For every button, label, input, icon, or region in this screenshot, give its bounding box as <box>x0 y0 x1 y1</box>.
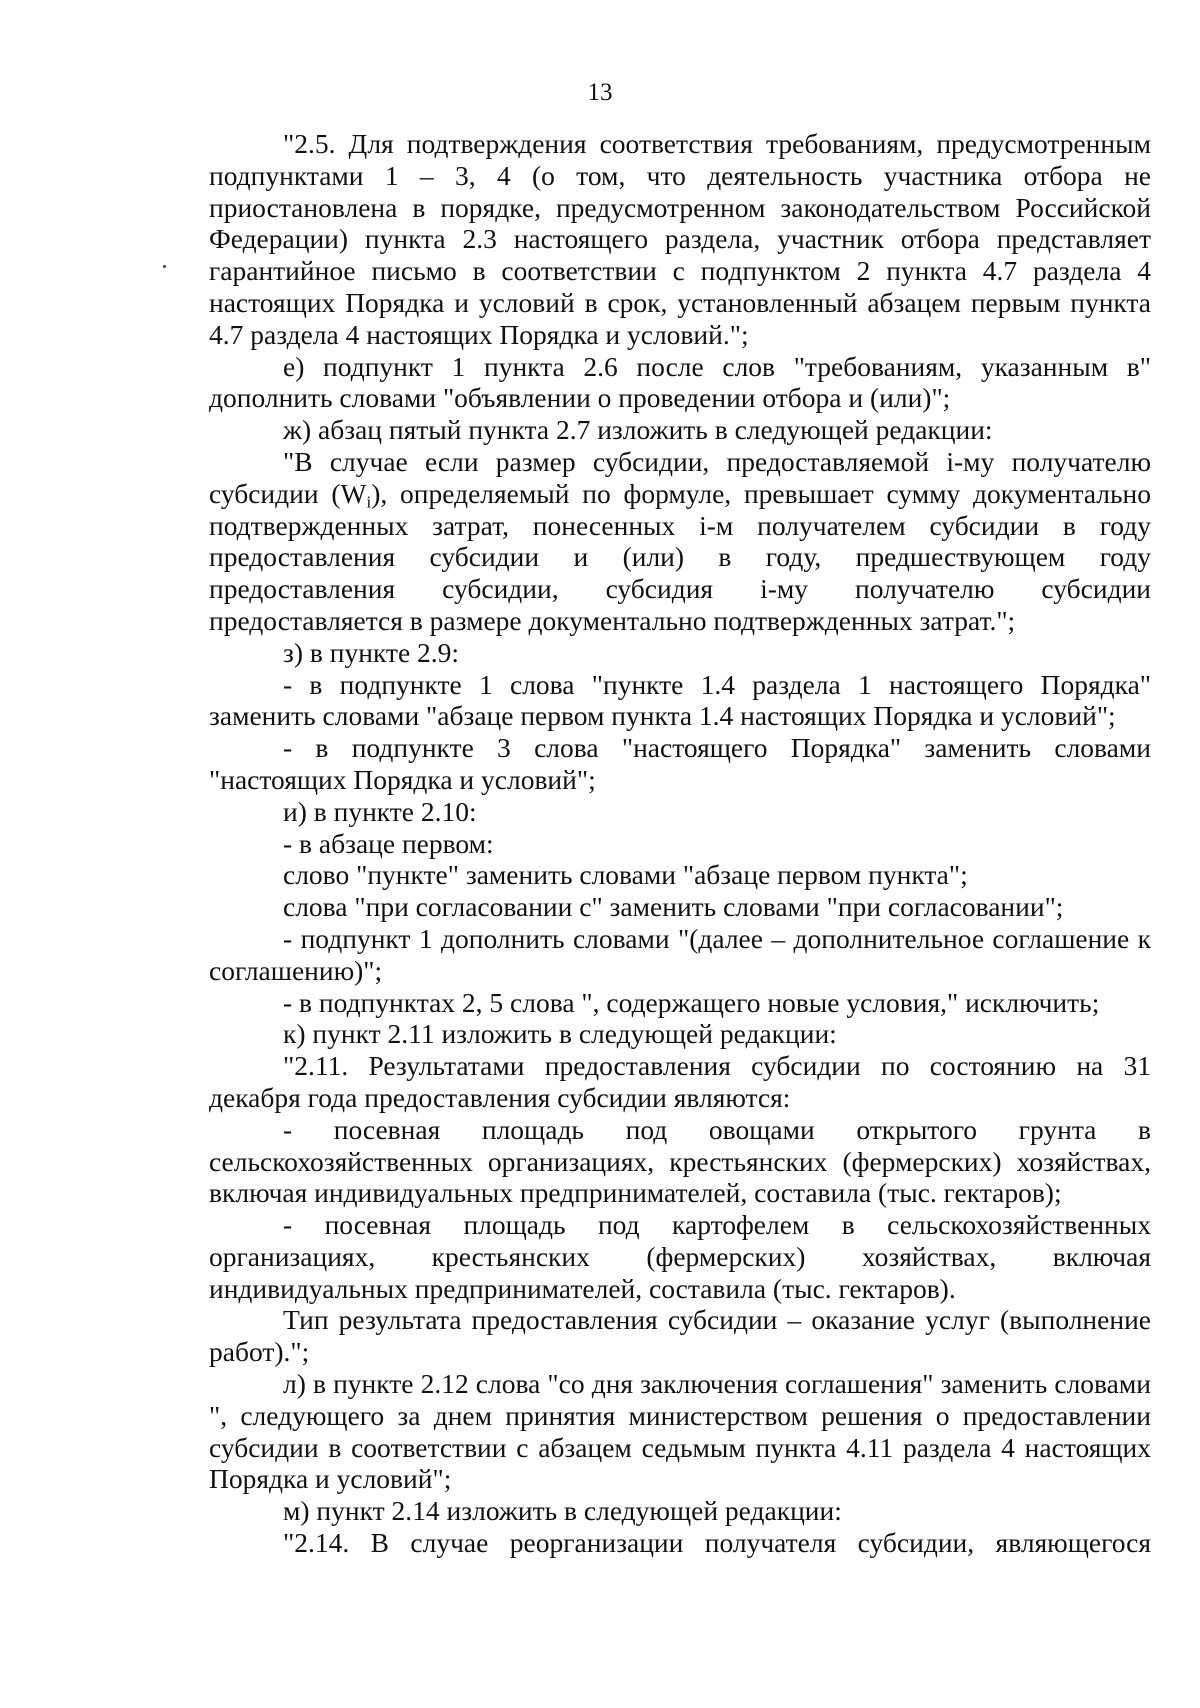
list-item-subpoints-2-5: - в подпунктах 2, 5 слова ", содержащего новые условия," исключить; <box>283 986 1100 1018</box>
paragraph-l: л) в пункте 2.12 слова "со дня заключения соглашения" заменить словами ", следующего за днем принятия министерством решения о предоставлении субсидии в соответствии с абзацем седьмым пункта 4.11 раздела 4 настоящих Порядка и условий"; <box>209 1368 1151 1495</box>
list-item-first-paragraph: - в абзаце первом: <box>283 827 494 859</box>
subscript-i: i <box>366 492 372 512</box>
list-item-potatoes: - посевная площадь под картофелем в сельскохозяйственных организациях, крестьянских (фермерских) хозяйствах, включая индивидуальных предпринимателей, составила (тыс. гектаров). <box>209 1209 1151 1304</box>
paragraph-2-7-text-before: "В случае если размер субсидии, предоставляемой i-му получателю субсидии (W <box>209 445 1151 509</box>
paragraph-k: к) пункт 2.11 изложить в следующей редакции: <box>283 1018 837 1050</box>
paragraph-2-7-text-after: ), определяемый по формуле, превышает сумму документально подтвержденных затрат, понесенных i-м получателем субсидии в году предоставления субсидии и (или) в году, предшествующем году предоставления субсидии, субсидия i-му получателю субсидии предоставляется в размере документально подтвержденных затрат."; <box>209 477 1151 636</box>
paragraph-zh: ж) абзац пятый пункта 2.7 изложить в следующей редакции: <box>283 414 993 446</box>
paragraph-m: м) пункт 2.14 изложить в следующей редакции: <box>283 1495 842 1527</box>
scan-speck <box>163 265 166 268</box>
list-item-vegetables: - посевная площадь под овощами открытого грунта в сельскохозяйственных организациях, крестьянских (фермерских) хозяйствах, включая индивидуальных предпринимателей, составила (тыс. гектаров); <box>209 1113 1151 1209</box>
paragraph-2-14-quote: "2.14. В случае реорганизации получателя субсидии, являющегося <box>283 1527 1151 1559</box>
paragraph-i: и) в пункте 2.10: <box>283 795 477 827</box>
paragraph-word-replace: слово "пункте" заменить словами "абзаце первом пункта"; <box>283 859 968 891</box>
list-item-subpoint-1-supplement: - подпункт 1 дополнить словами "(далее – дополнительное соглашение к соглашению)"; <box>209 922 1151 986</box>
document-body <box>209 128 1151 1559</box>
page-number: 13 <box>587 79 613 106</box>
paragraph-2-5: "2.5. Для подтверждения соответствия требованиям, предусмотренным подпунктами 1 – 3, 4 (о том, что деятельность участника отбора не приостановлена в порядке, предусмотренном законодательством Российской Федерации) пункта 2.3 настоящего раздела, участник отбора представляет гарантийное письмо в соответствии с подпунктом 2 пункта 4.7 раздела 4 настоящих Порядка и условий в срок, установленный абзацем первым пункта 4.7 раздела 4 настоящих Порядка и условий."; <box>209 128 1151 350</box>
paragraph-e: е) подпункт 1 пункта 2.6 после слов "требованиям, указанным в" дополнить словами "объявлении о проведении отбора и (или)"; <box>209 350 1151 414</box>
paragraph-2-7-quote <box>209 446 1151 637</box>
list-item-subpoint-1: - в подпункте 1 слова "пункте 1.4 раздела 1 настоящего Порядка" заменить словами "абзаце первом пункта 1.4 настоящих Порядка и условий"; <box>209 668 1151 732</box>
paragraph-z: з) в пункте 2.9: <box>283 636 460 668</box>
paragraph-2-11-quote: "2.11. Результатами предоставления субсидии по состоянию на 31 декабря года предоставления субсидии являются: <box>209 1050 1151 1113</box>
list-item-subpoint-3: - в подпункте 3 слова "настоящего Порядка" заменить словами "настоящих Порядка и условий"; <box>209 732 1151 795</box>
paragraph-words-replace: слова "при согласовании с" заменить словами "при согласовании"; <box>283 891 1064 923</box>
paragraph-result-type: Тип результата предоставления субсидии – оказание услуг (выполнение работ)."; <box>209 1304 1151 1368</box>
